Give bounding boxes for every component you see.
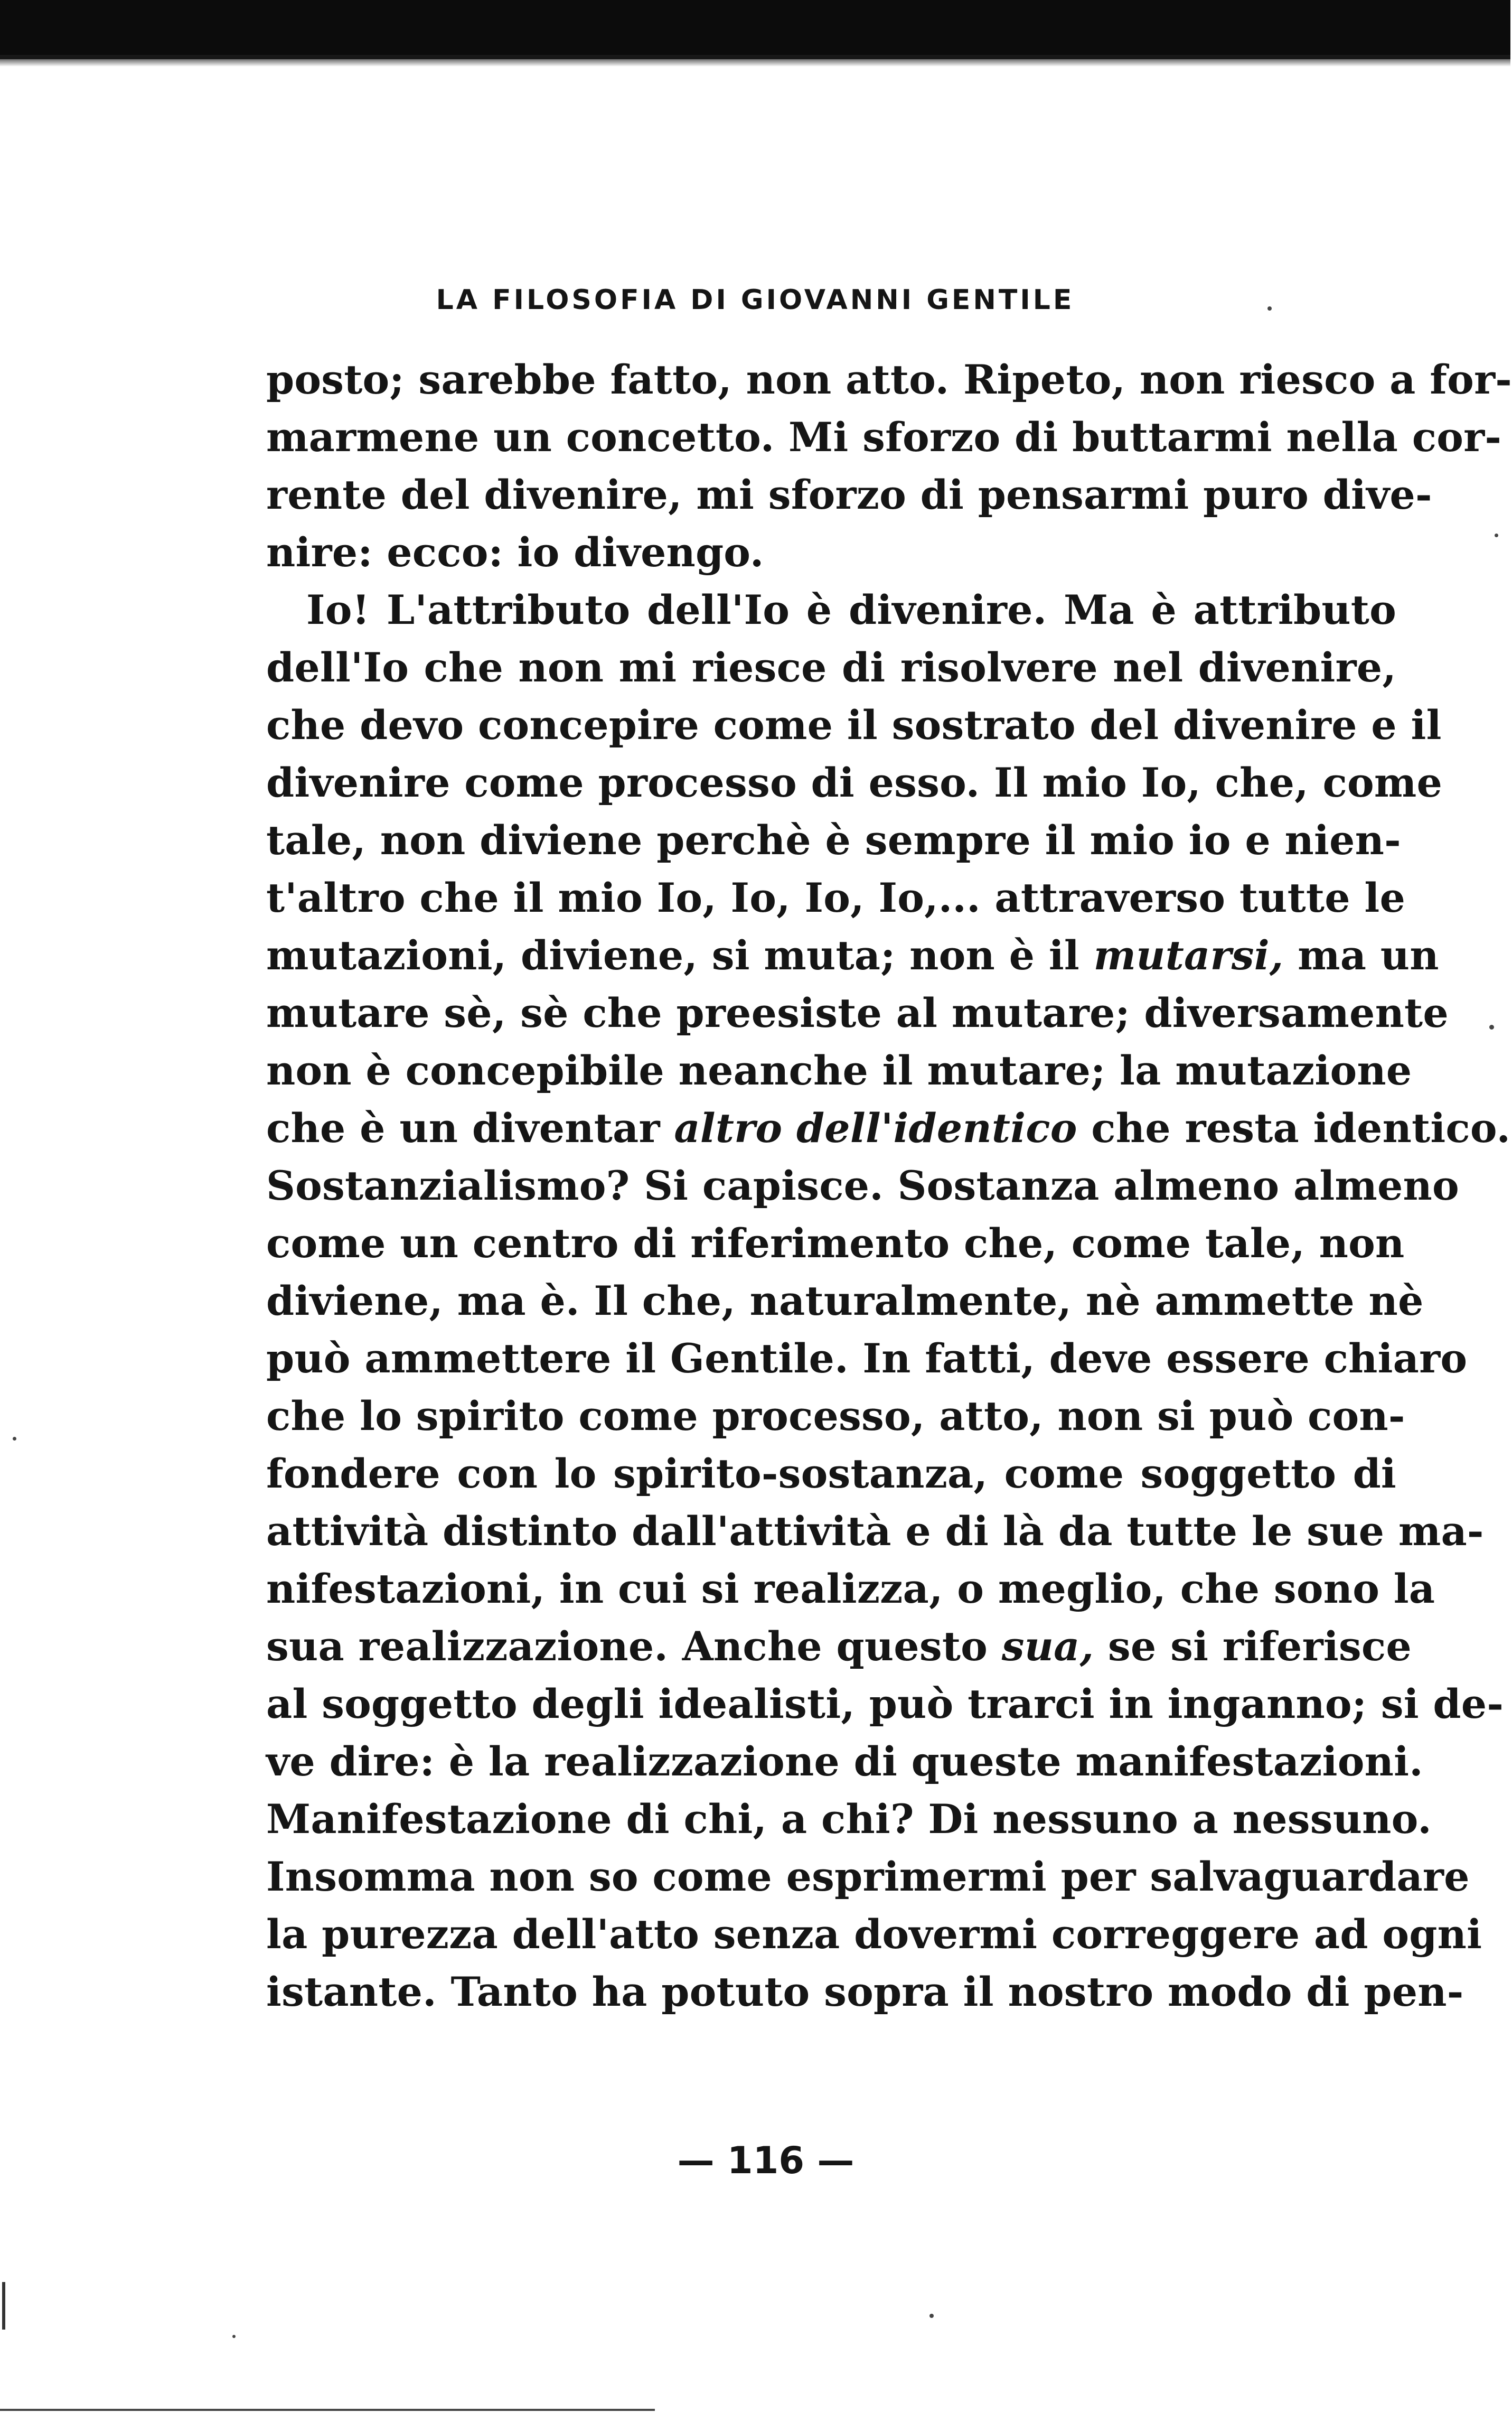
italic-term: sua,	[1001, 1623, 1094, 1670]
text-line: non è concepibile neanche il mutare; la mutazione	[266, 1047, 1412, 1094]
scan-speck	[232, 2335, 236, 2338]
text-line: sua realizzazione. Anche questo sua, se si riferisce	[266, 1623, 1412, 1670]
text-line: che lo spirito come processo, atto, non si può con-	[266, 1392, 1405, 1439]
text-line: mutare sè, sè che preesiste al mutare; diversamente	[266, 989, 1449, 1036]
text-line: posto; sarebbe fatto, non atto. Ripeto, non riesco a for-	[266, 356, 1512, 403]
text-line: come un centro di riferimento che, come tale, non	[266, 1220, 1405, 1267]
text-line: istante. Tanto ha potuto sopra il nostro modo di pen-	[266, 1968, 1464, 2015]
text-line: al soggetto degli idealisti, può trarci in inganno; si de-	[266, 1680, 1504, 1727]
text-line: ve dire: è la realizzazione di queste manifestazioni.	[266, 1738, 1423, 1785]
text-line: la purezza dell'atto senza dovermi correggere ad ogni	[266, 1911, 1482, 1958]
italic-term: mutarsi,	[1093, 932, 1284, 979]
text-line: nire: ecco: io divengo.	[266, 529, 764, 576]
text-line: rente del divenire, mi sforzo di pensarmi puro dive-	[266, 471, 1432, 518]
text-line: Sostanzialismo? Si capisce. Sostanza almeno almeno	[266, 1162, 1459, 1209]
scan-top-border	[0, 0, 1510, 59]
text-line: che devo concepire come il sostrato del divenire e il	[266, 702, 1442, 749]
text-line: Manifestazione di chi, a chi? Di nessuno a nessuno.	[266, 1796, 1432, 1843]
italic-term: altro dell'identico	[674, 1105, 1077, 1152]
scan-speck	[1267, 306, 1272, 311]
text-line: diviene, ma è. Il che, naturalmente, nè ammette nè	[266, 1277, 1424, 1324]
text-line: Insomma non so come esprimermi per salvaguardare	[266, 1853, 1470, 1900]
scan-speck	[1495, 534, 1498, 537]
text-line: Io! L'attributo dell'Io è divenire. Ma è attributo	[306, 586, 1396, 633]
text-line: tale, non diviene perchè è sempre il mio io e nien-	[266, 817, 1401, 864]
text-line: dell'Io che non mi riesce di risolvere nel divenire,	[266, 644, 1396, 691]
text-line: t'altro che il mio Io, Io, Io, Io,... attraverso tutte le	[266, 874, 1406, 921]
text-line: può ammettere il Gentile. In fatti, deve essere chiaro	[266, 1335, 1468, 1382]
body-text	[266, 351, 1512, 2021]
text-line: fondere con lo spirito-sostanza, come soggetto di	[266, 1450, 1396, 1497]
text-line: divenire come processo di esso. Il mio Io, che, come	[266, 759, 1443, 806]
scan-top-border-edge	[0, 55, 1510, 67]
text-line: che è un diventar altro dell'identico che resta identico.	[266, 1105, 1511, 1152]
scan-speck	[13, 1437, 16, 1441]
running-header: LA FILOSOFIA DI GIOVANNI GENTILE	[436, 284, 1075, 316]
scan-edge-mark	[2, 2282, 5, 2330]
scan-speck	[1489, 1025, 1494, 1030]
page-number: — 116 —	[677, 2139, 854, 2182]
text-line: marmene un concetto. Mi sforzo di buttarmi nella cor-	[266, 414, 1502, 461]
text-line: attività distinto dall'attività e di là da tutte le sue ma-	[266, 1508, 1484, 1555]
text-line: nifestazioni, in cui si realizza, o meglio, che sono la	[266, 1565, 1435, 1612]
scan-bottom-rule	[0, 2409, 655, 2411]
text-line: mutazioni, diviene, si muta; non è il mutarsi, ma un	[266, 932, 1439, 979]
scan-speck	[929, 2314, 934, 2318]
